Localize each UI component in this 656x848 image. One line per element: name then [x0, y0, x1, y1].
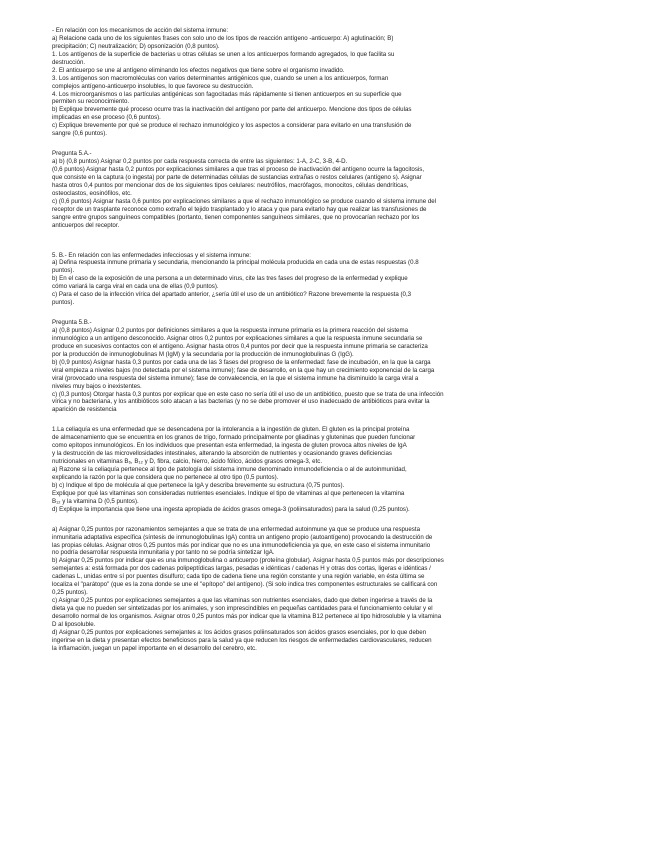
text-line: b) c) Indique el tipo de molécula al que pertenece la IgA y describa brevemente su estructura (0,75 puntos). — [52, 481, 345, 489]
text-line: puntos). — [52, 267, 75, 275]
text-line: como epítopos inmunológicos. En los individuos que presentan esta enfermedad, la ingesta de gluten provoca altos niveles de IgA — [52, 442, 407, 450]
text-line: c) Asignar 0,25 puntos por explicaciones semejantes a que las vitaminas son nutrientes esenciales, dado que deben ingerirse a través de la — [52, 597, 433, 605]
text-line: anticuerpos del receptor. — [52, 221, 120, 229]
text-line: niveles muy bajos o inexistentes. — [52, 382, 142, 390]
text-line: Pregunta 5.B.- — [52, 319, 92, 327]
text-line: 1.La celiaquía es una enfermedad que se desencadena por la intolerancia a la ingestión de gluten. El gluten es la principal proteína — [52, 426, 410, 434]
text-line: c) Para el caso de la infección vírica del apartado anterior, ¿sería útil el uso de un antibiótico? Razone brevemente la respuesta (0,3 — [52, 291, 412, 299]
text-line: puntos). — [52, 299, 75, 307]
question-5a — [52, 27, 604, 138]
text-line: produce en sucesivos contactos con el antígeno. Asignar hasta otros 0,4 puntos por decir que la respuesta inmune primaria se caracteriza — [52, 342, 428, 350]
text-line: d) Asignar 0,25 puntos por explicaciones semejantes a: los ácidos grasos poliinsaturados son ácidos grasos esenciales, por lo que deben — [52, 628, 427, 636]
text-line: precipitación; C) neutralización; D) opsonización (0,8 puntos). — [52, 42, 220, 50]
text-line: destrucción. — [52, 58, 86, 66]
text-line: Explique por qué las vitaminas son consideradas nutrientes esenciales. Indique el tipo de vitaminas al que pertenecen la vitamina — [52, 489, 405, 497]
spacer — [52, 230, 604, 246]
text-line: a) Asignar 0,25 puntos por razonamientos semejantes a que se trata de una enfermedad autoinmune ya que se produce una respuesta — [52, 525, 420, 533]
text-line: y la destrucción de las microvellosidades intestinales, alterando la absorción de nutrientes y ocasionando graves deficiencias — [52, 450, 392, 458]
spacer — [52, 414, 604, 426]
text-line: - En relación con los mecanismos de acción del sistema inmune: — [52, 27, 229, 34]
text-line: sangre (0,6 puntos). — [52, 130, 107, 138]
spacer — [52, 514, 604, 526]
text-line: sangre entre grupos sanguíneos compatibles (portanto, tienen componentes sanguíneos similares, que no provocarían rechazo por los — [52, 213, 420, 221]
text-line: D al liposoluble. — [52, 620, 96, 628]
text-line: c) (0,6 puntos) Asignar hasta 0,6 puntos por explicaciones similares a que el rechazo inmunológico se produce cuando el sistema inmune del — [52, 197, 437, 205]
text-line: 5. B.- En relación con las enfermedades infecciosas y el sistema inmune: — [52, 251, 251, 259]
text-line: implicadas en ese proceso (0,6 puntos). — [52, 114, 161, 122]
text-line: b) (0,9 puntos) Asignar hasta 0,3 puntos por cada una de las 3 fases del progreso de la enfermedad: fase de incubación, en la que la carga — [52, 358, 431, 366]
text-line: 2. El anticuerpo se une al antígeno eliminando los efectos negativos que tiene sobre el organismo invadido. — [52, 66, 345, 74]
answer-5b — [52, 319, 604, 414]
text-line: inmunológico a un antígeno desconocido. Asignar otros 0,2 puntos por explicaciones similares a que la respuesta inmune secundaria se — [52, 334, 423, 342]
text-line: b) En el caso de la exposición de una persona a un determinado virus, cite las tres fases del progreso de la enfermedad y explique — [52, 275, 408, 283]
text-line: 3. Los antígenos son macromoléculas con varios determinantes antigénicos que, cuando se unen a los anticuerpos, forman — [52, 74, 389, 82]
text-line: 0,25 puntos). — [52, 589, 88, 597]
text-line: dieta ya que no pueden ser sintetizadas por los animales, y son imprescindibles en pequeñas cantidades para el funcionamiento celular y el — [52, 605, 433, 612]
text-line: c) (0,3 puntos) Otorgar hasta 0,3 puntos por explicar que en este caso no sería útil el uso de un antibiótico, puesto que se trata de una infección — [52, 390, 444, 398]
text-line: 1. Los antígenos de la superficie de bacterias u otras células se unen a los anticuerpos formando agregados, lo que facilita su — [52, 50, 395, 58]
text-line: a) Razone si la celiaquía pertenece al tipo de patología del sistema inmune denominado inmunodeficiencia o al de autoinmunidad, — [52, 466, 407, 473]
text-line: B₁₂ y la vitamina D (0,5 puntos). — [52, 497, 139, 505]
text-line: receptor de un trasplante reconoce como extraño el tejido trasplantado y lo ataca y que para evitarlo hay que realizar las transfusiones de — [52, 205, 427, 213]
text-line: inmunitaria adaptativa específica (síntesis de inmunoglobulinas IgA) contra un antígeno propio (autoantígeno) provocando la destrucción de — [52, 533, 433, 541]
text-line: vírica y no bacteriana, y los antibióticos solo atacan a las bacterias (y no se debe promover el uso inadecuado de antibióticos para evitar la — [52, 398, 430, 406]
text-line: Pregunta 5.A.- — [52, 150, 92, 158]
text-line: por la producción de inmunoglobulinas M (IgM) y la secundaria por la producción de inmunoglobulinas G (IgG). — [52, 350, 354, 358]
text-line: a) Relacione cada uno de los siguientes frases con solo uno de los tipos de reacción antígeno -anticuerpo: A) aglutinación; B) — [52, 34, 394, 42]
text-line: cadenas L, unidas entre sí por puentes disulfuro; cada tipo de cadena tiene una región constante y una región variable, en ésta última se — [52, 573, 425, 581]
text-line: la inflamación, juegan un papel importante en el desarrollo del cerebro, etc. — [52, 644, 257, 652]
text-line: desarrollo normal de los organismos. Asignar otros 0,25 puntos más por indicar que la vitamina B12 pertenece al tipo hidrosoluble y la vitamina — [52, 612, 442, 620]
text-line: cómo variará la carga viral en cada una de ellas (0,9 puntos). — [52, 283, 219, 291]
text-line: semejantes a: está formada por dos cadenas polipeptídicas largas, pesadas e idénticas / cadenas H y otras dos cortas, ligeras e idénticas / — [52, 565, 431, 573]
text-line: las propias células. Asignar otros 0,25 puntos más por indicar que no es una inmunodeficiencia ya que, en este caso el sistema inmunitario — [52, 541, 431, 549]
text-line: no podría desarrollar respuesta inmunitaria y por tanto no se podría sintetizar IgA. — [52, 549, 275, 557]
text-line: hasta otros 0,4 puntos por mencionar dos de los siguientes tipos celulares: neutrófilos, macrófagos, monocitos, células dendríticas, — [52, 181, 409, 189]
text-line: que consiste en la captura (o ingesta) por parte de determinadas células de sustancias extrañas o restos celulares (antígeno s). Asignar — [52, 173, 422, 181]
text-line: osteoclastos, eosinófilos, etc. — [52, 189, 132, 197]
text-line: b) Explique brevemente qué proceso ocurre tras la inactivación del antígeno por parte del anticuerpo. Mencione dos tipos de células — [52, 106, 412, 114]
text-line: a) b) (0,8 puntos) Asignar 0,2 puntos por cada respuesta correcta de entre las siguientes: 1-A, 2-C, 3-B, 4-D. — [52, 158, 348, 166]
text-line: 4. Los microorganismos o las partículas antigénicas son fagocitadas más rápidamente si tienen anticuerpos en su superficie que — [52, 90, 402, 98]
text-line: a) (0,8 puntos) Asignar 0,2 puntos por definiciones similares a que la respuesta inmune primaria es la primera reacción del sistema — [52, 327, 408, 334]
answer-5a — [52, 150, 604, 229]
question-5b — [52, 252, 604, 308]
text-line: viral (provocado una respuesta del sistema inmune); fase de convalecencia, en la que el sistema inmune ha disminuido la carga viral a — [52, 374, 419, 382]
text-line: viral empieza a niveles bajos (no detectada por el sistema inmune); fase de desarrollo, en la que hay un crecimiento exponencial de la carga — [52, 366, 435, 374]
text-line: c) Explique brevemente por qué se produce el rechazo inmunológico y los aspectos a considerar para evitarlo en una transfusión de — [52, 122, 412, 130]
question-1 — [52, 426, 604, 513]
text-line: nutricionales en vitaminas B₆, B₁₂ y D, fibra, calcio, hierro, ácido fólico, ácidos grasos omega-3, etc. — [52, 458, 323, 466]
answer-1 — [52, 526, 604, 653]
text-line: explicando la razón por la que considera que no pertenece al otro tipo (0,5 puntos). — [52, 473, 279, 481]
text-line: de almacenamiento que se encuentra en los granos de trigo, formado principalmente por gliadinas y gluteninas que pueden funcionar — [52, 434, 416, 442]
text-line: ingerirse en la dieta y presentan efectos beneficiosos para la salud ya que reducen los riesgos de enfermedades cardiovasculares, reducen — [52, 636, 432, 644]
text-line: aparición de resistencia — [52, 406, 117, 414]
text-line: a) Defina respuesta inmune primaria y secundaria, mencionando la principal molécula producida en cada una de estas respuestas (0.8 — [52, 259, 419, 267]
text-line: b) Asignar 0,25 puntos por indicar que es una inmunoglobulina o anticuerpo (proteína globular). Asignar hasta 0,5 puntos más por descripciones — [52, 557, 444, 565]
text-line: (0,6 puntos) Asignar hasta 0,2 puntos por explicaciones similares a que tras el proceso de inactivación del antígeno ocurre la fagocitosis, — [52, 166, 425, 173]
spacer — [52, 138, 604, 150]
spacer — [52, 307, 604, 319]
text-line: localiza el "parátopo" (que es la zona donde se une el "epítopo" del antígeno). (Si solo indica tres componentes estructurales se calificará con — [52, 581, 438, 589]
text-line: permiten su reconocimiento. — [52, 98, 130, 106]
text-line: complejos antígeno-anticuerpo insolubles, lo que favorece su destrucción. — [52, 82, 254, 90]
text-line: d) Explique la importancia que tiene una ingesta apropiada de ácidos grasos omega-3 (poliinsaturados) para la salud (0,25 puntos). — [52, 505, 410, 513]
